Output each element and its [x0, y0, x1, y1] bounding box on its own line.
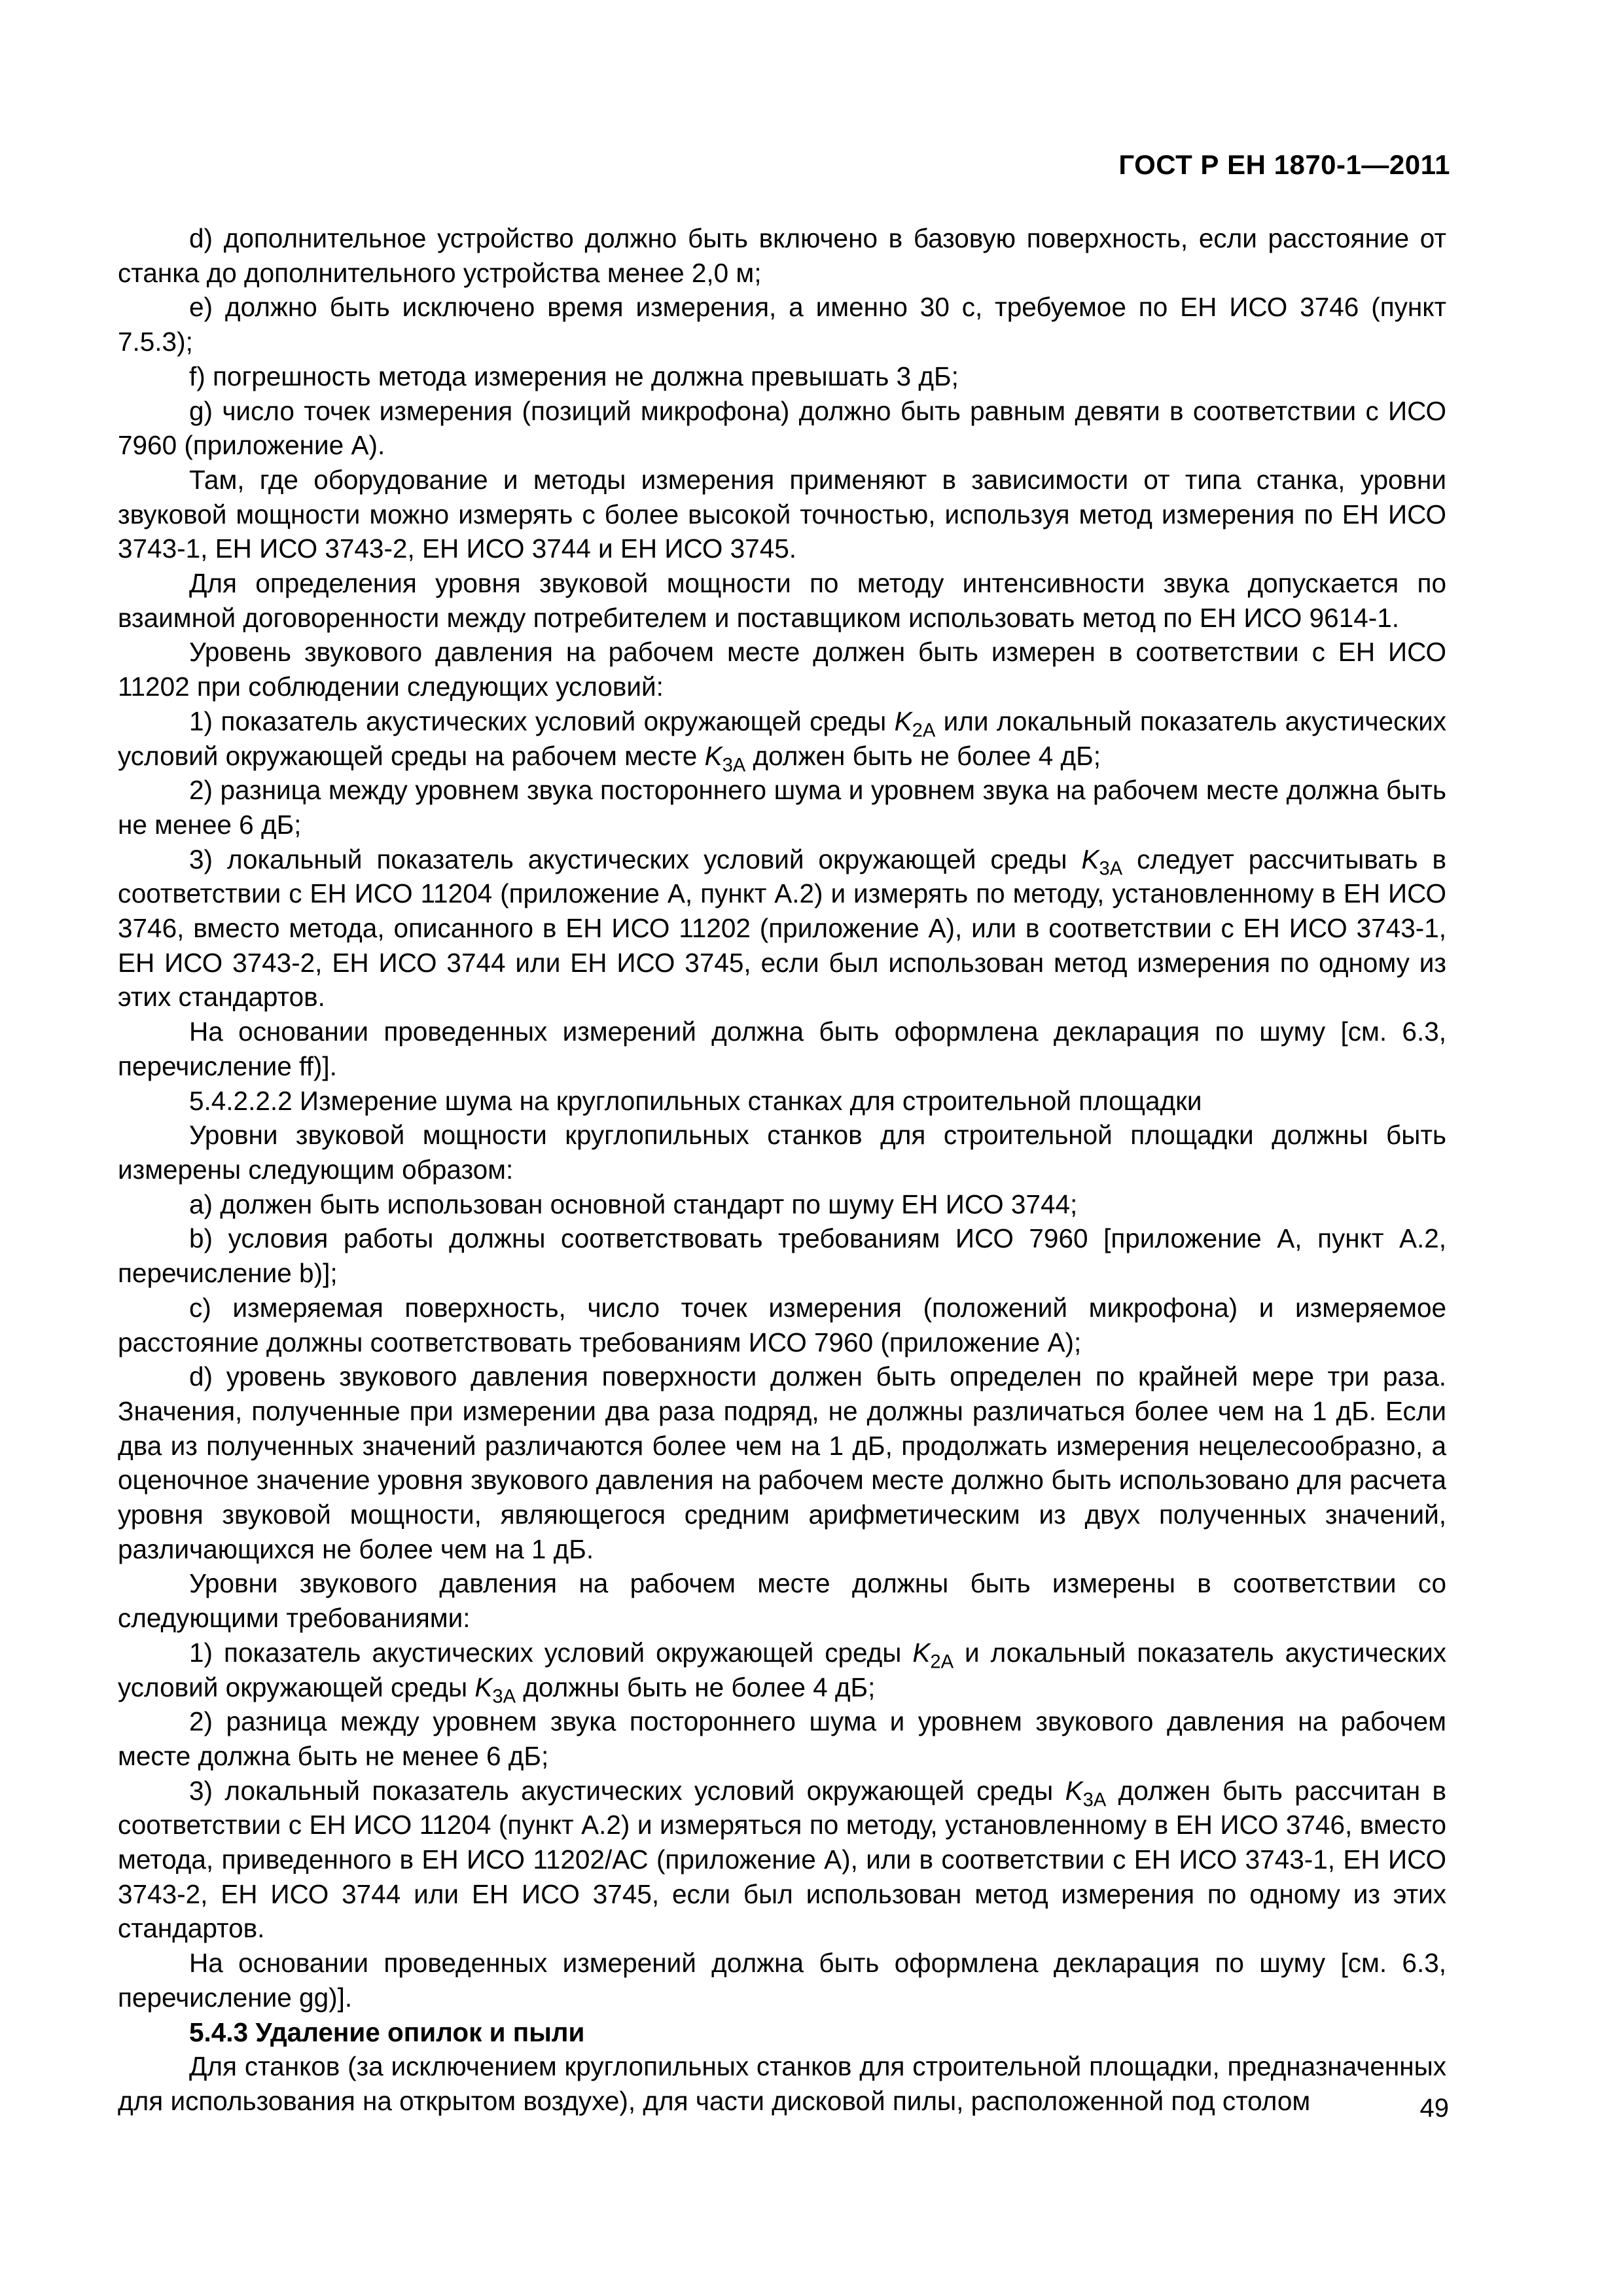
paragraph-item-b-operating-conditions: b) условия работы должны соответствовать требованиям ИСО 7960 [приложение А, пункт А.2, перечисление b)];: [118, 1223, 1446, 1289]
paragraph-higher-accuracy: Там, где оборудование и методы измерения применяют в зависимости от типа станка, уровни звуковой мощности можно измерять с более высокой точностью, используя метод измерения по ЕН ИСО 3743-1, ЕН ИСО 3743-2, ЕН ИСО 3744 и ЕН ИСО 3745.: [118, 464, 1446, 564]
text-run: и локальный показатель акустических условий окружающей среды: [118, 1637, 1446, 1702]
paragraph-item-d-additional-device: d) дополнительное устройство должно быть включено в базовую поверхность, если расстояние от станка до дополнительного устройства менее 2,0 м;: [118, 223, 1446, 288]
paragraph-dust-extraction: Для станков (за исключением круглопильных станков для строительной площадки, предназначенных для использования на открытом воздухе), для части дисковой пилы, расположенной под столом: [118, 2051, 1446, 2116]
paragraph-power-levels: Уровни звуковой мощности круглопильных станков для строительной площадки должны быть измерены следующим образом:: [118, 1120, 1446, 1185]
text-run: должен быть не более 4 дБ;: [745, 740, 1101, 771]
section-heading-5-4-2-2-2: 5.4.2.2.2 Измерение шума на круглопильных станках для строительной площадки: [189, 1085, 1202, 1116]
paragraph-condition-1: [118, 704, 1446, 776]
paragraph-declaration-ff: На основании проведенных измерений должна быть оформлена декларация по шуму [см. 6.3, перечисление ff)].: [118, 1016, 1446, 1081]
symbol-k-3a: $K_{3A}$: [1081, 844, 1123, 880]
text-run: должны быть не более 4 дБ;: [516, 1672, 876, 1702]
paragraph-workstation-requirements: Уровни звукового давления на рабочем месте должны быть измерены в соответствии со следующими требованиями:: [118, 1568, 1446, 1634]
symbol-k-3a: $K_{3A}$: [1065, 1775, 1107, 1811]
page-number: 49: [1419, 2094, 1449, 2123]
paragraph-item-d-surface-pressure: d) уровень звукового давления поверхности должен быть определен по крайней мере три раза. Значения, полученные при измерении два раза подряд, не должны различаться более чем на 1 дБ. Если два из полученных значений различаются более чем на 1 дБ, продолжать измерения нецелесообразно, а оценочное значение уровня звукового давления на рабочем месте должно быть использовано для расчета уровня звуковой мощности, являющегося средним арифметическим из двух полученных значений, различающихся не более чем на 1 дБ.: [118, 1361, 1446, 1564]
section-heading-5-4-3: 5.4.3 Удаление опилок и пыли: [189, 2017, 585, 2047]
paragraph-requirement-2: 2) разница между уровнем звука постороннего шума и уровнем звукового давления на рабочем месте должна быть не менее 6 дБ;: [118, 1706, 1446, 1771]
text-run: 1) показатель акустических условий окружающей среды: [189, 1637, 913, 1668]
text-run: или локальный показатель акустических условий окружающей среды на рабочем месте: [118, 706, 1446, 771]
paragraph-item-g-microphone-positions: g) число точек измерения (позиций микрофона) должно быть равным девяти в соответствии с ИСО 7960 (приложение А).: [118, 395, 1446, 461]
paragraph-workstation-pressure: Уровень звукового давления на рабочем месте должен быть измерен в соответствии с ЕН ИСО 11202 при соблюдении следующих условий:: [118, 637, 1446, 702]
paragraph-condition-2: 2) разница между уровнем звука постороннего шума и уровнем звука на рабочем месте должна быть не менее 6 дБ;: [118, 775, 1446, 840]
paragraph-item-c-measurement-surface: c) измеряемая поверхность, число точек измерения (положений микрофона) и измеряемое расстояние должны соответствовать требованиям ИСО 7960 (приложение А);: [118, 1292, 1446, 1357]
text-run: 1) показатель акустических условий окружающей среды: [189, 706, 895, 736]
paragraph-item-a-basic-standard: a) должен быть использован основной стандарт по шуму ЕН ИСО 3744;: [189, 1189, 1078, 1219]
symbol-k-2a: $K_{2A}$: [894, 706, 936, 742]
text-run: 3) локальный показатель акустических условий окружающей среды: [189, 844, 1082, 874]
text-run: 3) локальный показатель акустических условий окружающей среды: [189, 1775, 1065, 1806]
paragraph-intensity-method: Для определения уровня звуковой мощности по методу интенсивности звука допускается по взаимной договоренности между потребителем и поставщиком использовать метод по ЕН ИСО 9614-1.: [118, 568, 1446, 633]
paragraph-condition-3: [118, 842, 1446, 1015]
paragraph-requirement-1: [118, 1636, 1446, 1708]
symbol-k-2a: $K_{2A}$: [912, 1637, 954, 1673]
paragraph-item-e-measurement-time: e) должно быть исключено время измерения, а именно 30 с, требуемое по ЕН ИСО 3746 (пункт 7.5.3);: [118, 292, 1446, 357]
paragraph-item-f-accuracy: f) погрешность метода измерения не должна превышать 3 дБ;: [189, 361, 959, 391]
document-body: [118, 221, 1446, 2119]
text-run: должен быть рассчитан в соответствии с ЕН ИСО 11204 (пункт А.2) и измеряться по методу, установленному в ЕН ИСО 3746, вместо метода, приведенного в ЕН ИСО 11202/АС (приложение А), или в соответствии с ЕН ИСО 3743-1, ЕН ИСО 3743-2, ЕН ИСО 3744 или ЕН ИСО 3745, если был использован метод измерения по одному из этих стандартов.: [118, 1775, 1446, 1944]
symbol-k-3a: $K_{3A}$: [704, 740, 746, 776]
document-header-code: ГОСТ Р ЕН 1870-1—2011: [1118, 149, 1450, 180]
paragraph-declaration-gg: На основании проведенных измерений должна быть оформлена декларация по шуму [см. 6.3, перечисление gg)].: [118, 1948, 1446, 2013]
text-run: следует рассчитывать в соответствии с ЕН ИСО 11204 (приложение А, пункт А.2) и измерять по методу, установленному в ЕН ИСО 3746, вместо метода, описанного в ЕН ИСО 11202 (приложение А), или в соответствии с ЕН ИСО 3743-1, ЕН ИСО 3743-2, ЕН ИСО 3744 или ЕН ИСО 3745, если был использован метод измерения по одному из этих стандартов.: [118, 844, 1446, 1013]
symbol-k-3a: $K_{3A}$: [474, 1672, 516, 1708]
paragraph-requirement-3: [118, 1774, 1446, 1946]
